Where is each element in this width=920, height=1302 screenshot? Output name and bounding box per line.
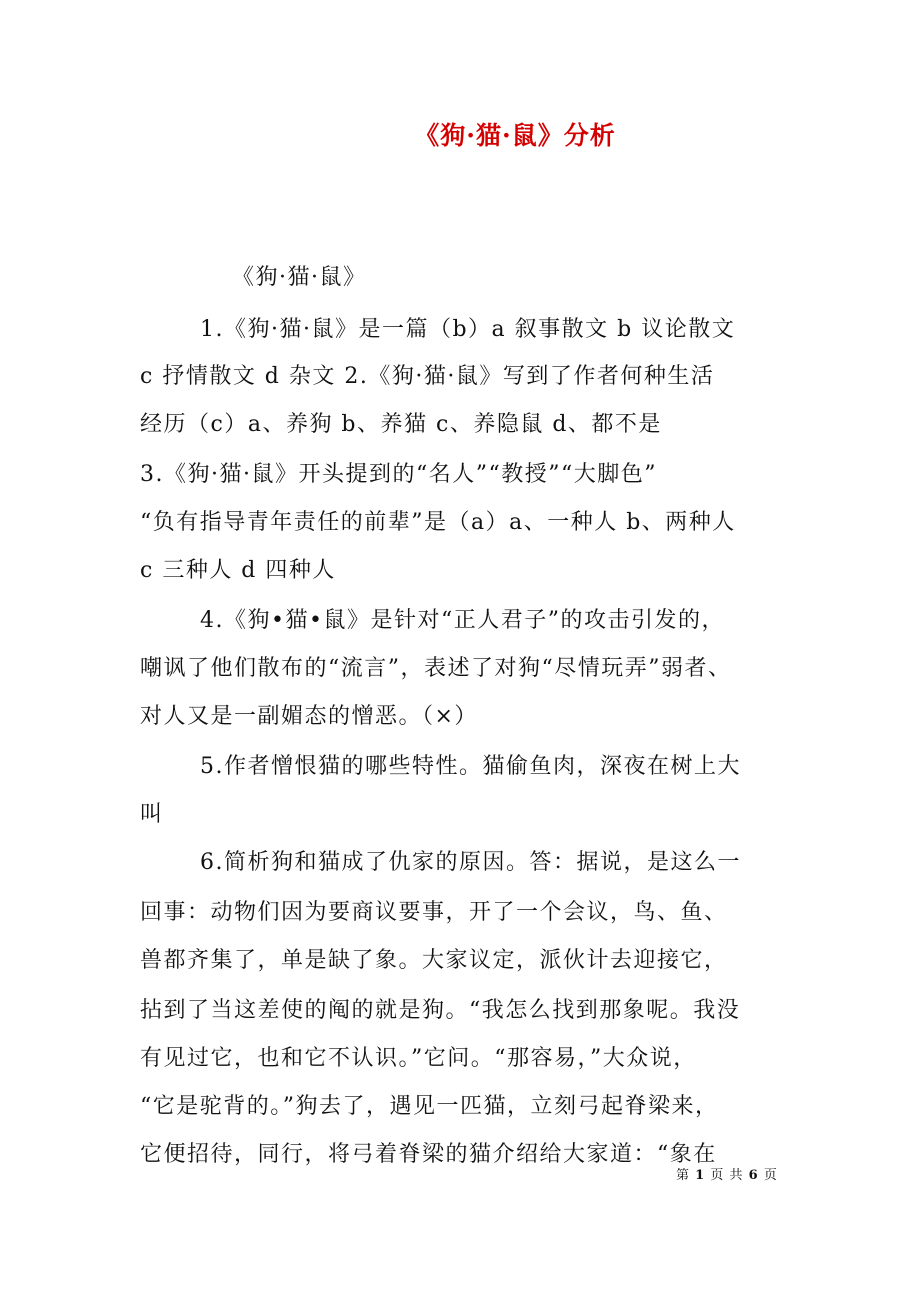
text-line: 拈到了当这差使的阄的就是狗。“我怎么找到那象呢。我没 bbox=[140, 998, 741, 1023]
text-line: 有见过它，也和它不认识。”它问。“那容易，”大众说， bbox=[140, 1046, 697, 1071]
total-pages-number: 6 bbox=[748, 1168, 759, 1183]
text-line: 它便招待，同行，将弓着脊梁的猫介绍给大家道：“象在 bbox=[140, 1142, 717, 1167]
text-line: c 三种人 d 四种人 bbox=[140, 558, 336, 583]
text-line: “负有指导青年责任的前辈”是（a）a、一种人 b、两种人 bbox=[140, 510, 736, 535]
text-line: 6.简析狗和猫成了仇家的原因。答：据说，是这么一 bbox=[200, 850, 741, 875]
footer-prefix: 第 bbox=[676, 1168, 691, 1183]
text-line: 兽都齐集了，单是缺了象。大家议定，派伙计去迎接它， bbox=[140, 948, 728, 973]
footer-middle: 页 共 bbox=[710, 1168, 744, 1183]
page-footer bbox=[676, 1164, 778, 1183]
text-line: 《狗·猫·鼠》 bbox=[232, 265, 367, 290]
current-page-number: 1 bbox=[695, 1168, 706, 1183]
text-line: 1.《狗·猫·鼠》是一篇（b）a 叙事散文 b 议论散文 bbox=[200, 317, 736, 342]
text-line: 经历（c）a、养狗 b、养猫 c、养隐鼠 d、都不是 bbox=[140, 412, 662, 437]
text-line: 4.《狗•猫•鼠》是针对“正人君子”的攻击引发的， bbox=[200, 608, 725, 633]
text-line: 嘲讽了他们散布的“流言”，表述了对狗“尽情玩弄”弱者、 bbox=[140, 656, 732, 681]
text-line: 回事：动物们因为要商议要事，开了一个会议，鸟、鱼、 bbox=[140, 900, 728, 925]
text-line: 叫 bbox=[140, 802, 164, 827]
document-title: 《狗·猫·鼠》分析 bbox=[414, 121, 616, 150]
text-line: c 抒情散文 d 杂文 2.《狗·猫·鼠》写到了作者何种生活 bbox=[140, 364, 715, 389]
text-line: 5.作者憎恨猫的哪些特性。猫偷鱼肉，深夜在树上大 bbox=[200, 754, 741, 779]
text-line: 3.《狗·猫·鼠》开头提到的“名人”“教授”“大脚色” bbox=[140, 462, 657, 487]
footer-suffix: 页 bbox=[763, 1168, 778, 1183]
text-line: 对人又是一副媚态的憎恶。（×） bbox=[140, 704, 478, 729]
text-line: “它是驼背的。”狗去了，遇见一匹猫，立刻弓起脊梁来， bbox=[140, 1094, 719, 1119]
